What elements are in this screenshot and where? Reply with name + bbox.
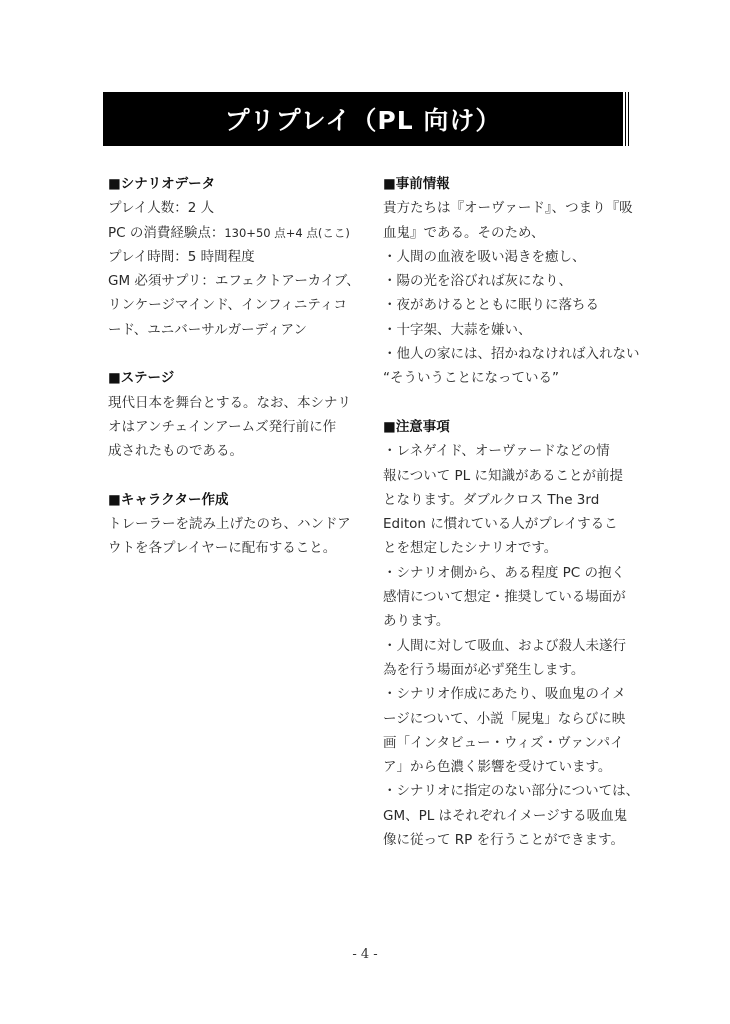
prior-info-line: ・十字架、大蒜を嫌い、: [383, 321, 532, 338]
prior-info-heading: ■事前情報: [383, 176, 450, 192]
stage-line: 現代日本を舞台とする。なお、本シナリ: [108, 394, 351, 411]
left-column: [108, 172, 358, 561]
character-heading: ■キャラクター作成: [108, 491, 229, 508]
supplement-line: リンケージマインド、インフィニティコ: [108, 297, 347, 314]
character-line: ウトを各プレイヤーに配布すること。: [108, 540, 337, 557]
notes-line: 像に従って RP を行うことができます。: [383, 832, 625, 849]
players-line: プレイ人数：2 人: [108, 200, 215, 217]
prior-info-line: ・夜があけるとともに眠りに落ちる: [383, 297, 599, 314]
notes-line: ・レネゲイド、オーヴァードなどの情: [383, 443, 610, 460]
notes-line: 報について PL に知識があることが前提: [383, 467, 623, 484]
exp-label: PC の消費経験点：: [108, 224, 225, 241]
notes-line: あります。: [383, 613, 450, 630]
notes-line: 為を行う場面が必ず発生します。: [383, 661, 585, 678]
notes-line: ージについて、小説「屍鬼」ならびに映: [383, 710, 626, 727]
notes-line: ・シナリオ側から、ある程度 PC の抱く: [383, 564, 626, 581]
notes-line: ・シナリオに指定のない部分については、: [383, 783, 640, 800]
notes-heading: ■注意事項: [383, 418, 450, 435]
notes-line: ・シナリオ作成にあたり、吸血鬼のイメ: [383, 686, 626, 703]
page-number: - 4 -: [352, 947, 378, 962]
notes-line: GM、PL はそれぞれイメージする吸血鬼: [383, 807, 628, 824]
title-rule: [625, 92, 626, 146]
title-rule: [628, 92, 629, 146]
prior-info-line: “そういうことになっている”: [383, 370, 559, 387]
prior-info-line: ・人間の血液を吸い渇きを癒し、: [383, 248, 586, 265]
prior-info-line: 血鬼』である。そのため、: [383, 224, 545, 241]
notes-line: 画「インタビュー・ウィズ・ヴァンパイ: [383, 734, 624, 751]
notes-line: とを想定したシナリオです。: [383, 540, 558, 557]
prior-info-line: ・陽の光を浴びれば灰になり、: [383, 273, 572, 290]
title-banner: [103, 92, 628, 146]
time-line: プレイ時間：5 時間程度: [108, 248, 255, 265]
stage-heading: ■ステージ: [108, 370, 175, 387]
scenario-data-heading: ■シナリオデータ: [108, 176, 216, 192]
supplement-line: ード、ユニバーサルガーディアン: [108, 321, 307, 338]
notes-line: 感情について想定・推奨している場面が: [383, 589, 626, 606]
notes-line: Editon に慣れている人がプレイするこ: [383, 516, 618, 533]
notes-line: となります。ダブルクロス The 3rd: [383, 491, 600, 508]
stage-line: オはアンチェインアームズ発行前に作: [108, 418, 337, 435]
supplement-line: GM 必須サプリ：エフェクトアーカイブ、: [108, 273, 360, 290]
notes-line: ・人間に対して吸血、および殺人未遂行: [383, 637, 626, 654]
stage-line: 成されたものである。: [108, 443, 243, 460]
notes-line: ア」から色濃く影響を受けています。: [383, 759, 612, 776]
prior-info-line: 貴方たちは『オーヴァード』、つまり『吸: [383, 200, 633, 217]
prior-info-line: ・他人の家には、招かねなければ入れない: [383, 346, 640, 363]
right-column: [383, 172, 643, 852]
page-title: プリプレイ（PL 向け）: [103, 92, 623, 146]
exp-line: [108, 221, 358, 245]
character-line: トレーラーを読み上げたのち、ハンドア: [108, 516, 351, 533]
exp-value: 130+50 点+4 点(ここ): [224, 225, 350, 240]
